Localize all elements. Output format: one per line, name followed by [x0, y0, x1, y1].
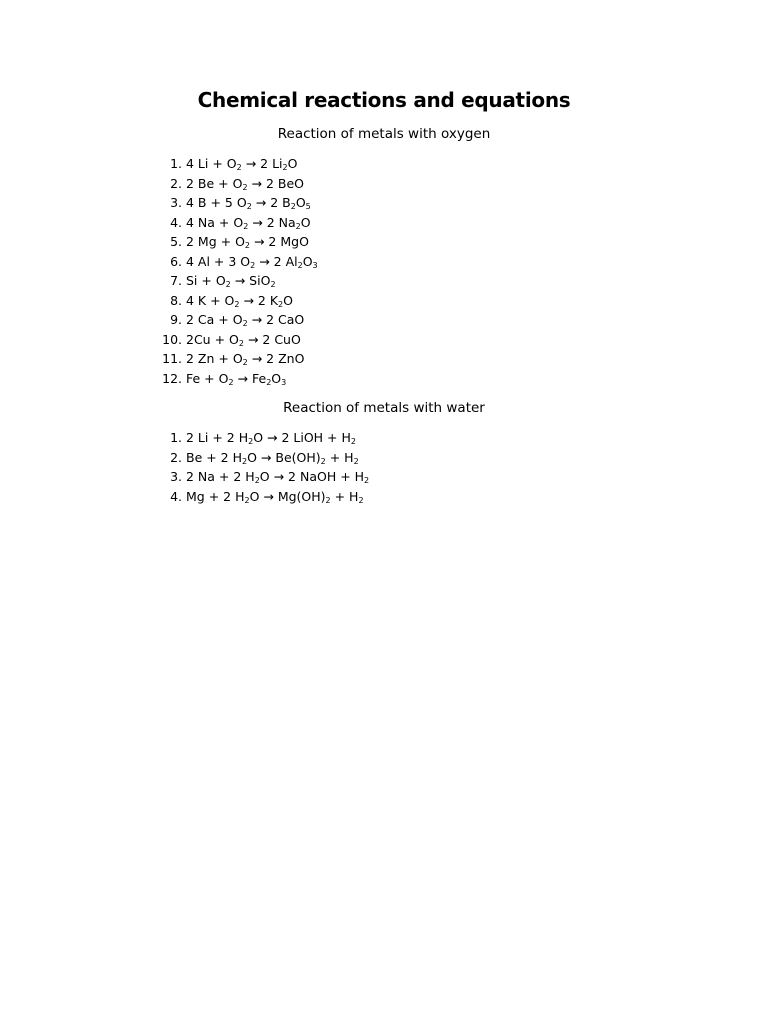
list-item-number: 11. — [162, 351, 186, 366]
list-item-number: 2. — [170, 175, 186, 191]
list-item-number: 4. — [170, 214, 186, 230]
list-item-number: 10. — [162, 331, 186, 347]
list-item — [160, 487, 369, 507]
list-item — [160, 232, 318, 252]
list-item — [160, 369, 318, 389]
equation-text: 4 Al + 3 $O_2 \to 2$ $Al_2O_3$ — [186, 253, 318, 270]
equation-text: Be + 2 $H_2O \to Be(OH)_2 + H_2$ — [186, 449, 359, 466]
list-item — [160, 291, 318, 311]
equation-text: 4 $K + O_2 \to 2$ $K_2O$ — [186, 292, 293, 309]
list-item — [160, 213, 318, 233]
list-item-number: 3. — [170, 195, 186, 210]
list-item — [160, 154, 318, 174]
equation-text: 4 B + 5 $O_2 \to 2$ $B_2O_5$ — [186, 195, 311, 211]
equation-text: Mg + 2 $H_2O \to Mg(OH)_2 + H_2$ — [186, 488, 364, 505]
list-item-number: 4. — [170, 488, 186, 504]
list-item — [160, 174, 318, 194]
list-item — [160, 330, 318, 350]
list-item — [160, 193, 318, 213]
equation-list-oxygen — [160, 154, 318, 388]
list-item-number: 1. — [170, 156, 186, 171]
list-item — [160, 428, 369, 448]
list-item-number: 6. — [170, 253, 186, 269]
equation-text: 2 $Zn + O_2 \to 2$ ZnO — [186, 351, 305, 367]
list-item-number: 7. — [170, 273, 186, 288]
equation-text: $Fe + O_2 \to Fe_2O_3$ — [186, 370, 287, 387]
equation-text: $Si + O_2 \to SiO_2$ — [186, 273, 276, 289]
list-item-number: 2. — [170, 449, 186, 465]
equation-text: 2 Na + 2 $H_2O \to 2$ NaOH + $H_2$ — [186, 469, 370, 485]
equation-text: 2 $Mg + O_2 \to 2$ MgO — [186, 234, 309, 250]
list-item — [160, 310, 318, 330]
list-item-number: 3. — [170, 469, 186, 484]
equation-text: $2Cu + O_2 \to 2$ CuO — [186, 331, 301, 348]
list-item-number: 8. — [170, 292, 186, 308]
list-item — [160, 271, 318, 291]
list-item — [160, 349, 318, 369]
equation-text: 2 $Be + O_2 \to 2$ BeO — [186, 175, 304, 192]
section-heading-water: Reaction of metals with water — [283, 400, 485, 416]
list-item — [160, 448, 369, 468]
equation-text: 2 $Ca + O_2 \to 2$ CaO — [186, 312, 305, 328]
page-title: Chemical reactions and equations — [197, 88, 571, 112]
list-item-number: 12. — [162, 370, 186, 386]
equation-text: 4 $Li + O_2 \to 2$ $Li_2O$ — [186, 156, 298, 172]
list-item-number: 9. — [170, 312, 186, 327]
section-heading-oxygen: Reaction of metals with oxygen — [277, 126, 491, 142]
equation-list-water — [160, 428, 369, 506]
equation-text: 4 $Na + O_2 \to 2$ $Na_2O$ — [186, 214, 311, 231]
equation-text: 2 Li + 2 $H_2O \to 2$ LiOH + $H_2$ — [186, 430, 356, 446]
list-item — [160, 252, 318, 272]
list-item-number: 5. — [170, 234, 186, 249]
list-item-number: 1. — [170, 430, 186, 445]
list-item — [160, 467, 369, 487]
